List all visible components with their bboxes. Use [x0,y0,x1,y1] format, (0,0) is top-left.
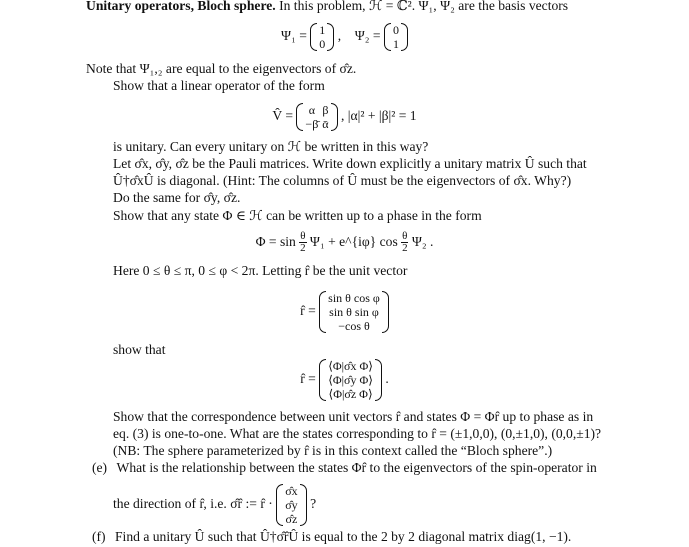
operator-equation [0,98,689,134]
pauli-line-2: Û†σ̂xÛ is diagonal. (Hint: The columns of Û must be the eigenvectors of σ̂x. Why?) [113,173,572,188]
psi2-vector: 0 1 [384,23,408,51]
problem-heading [86,0,568,14]
state-equation: Φ = sin $\frac{\theta}{2}$ Ψ₁ + e^{iφ} cos $\frac{\theta}{2}$ Ψ₂ . [255,230,434,255]
problem-title: Unitary operators, Bloch sphere. [86,0,276,13]
r-expectation-equation: r̂ = ⟨Φ|σ̂x Φ⟩ ⟨Φ|σ̂y Φ⟩ ⟨Φ|σ̂z Φ⟩ . [300,358,389,401]
psi2-label: Ψ₂ = [354,28,381,43]
r-vector-equation: r̂ = sin θ cos φ sin θ sin φ −cos θ [0,283,689,339]
sigma-vector-matrix: σ̂x σ̂y σ̂z [276,484,306,526]
pauli-line-1: Let σ̂x, σ̂y, σ̂z be the Pauli matrices. Write down explicitly a unitary matrix Û such that [113,156,587,171]
spin-operator-equation: the direction of r̂, i.e. σ̂r̂ := r̂ · σ̂x σ̂y σ̂z ? [113,483,317,526]
part-f-text: Find a unitary Û such that Û†σ̂r̂Û is equal to the 2 by 2 diagonal matrix diag(1, −1). [115,529,572,544]
r-vector-matrix: sin θ cos φ sin θ sin φ −cos θ [319,291,389,333]
psi1-vector: 1 0 [310,23,334,51]
psi1-label: Ψ₁ = [281,28,307,43]
operator-matrix: α β −β̄ ᾱ [296,103,337,131]
part-a-prompt: Show that a linear operator of the form [113,78,325,93]
part-e-text: What is the relationship between the states Φr̂ to the eigenvectors of the spin-operator in [116,460,597,475]
part-f-line [92,528,571,545]
correspondence-line-3: (NB: The sphere parameterized by r̂ is in this context called the “Bloch sphere”.) [113,443,553,458]
part-f-label: (f) [92,529,106,544]
basis-separator: , [337,28,342,43]
theta-half-fraction: $\frac{\theta}{2}$ [300,230,306,255]
r-expectation-matrix: ⟨Φ|σ̂x Φ⟩ ⟨Φ|σ̂y Φ⟩ ⟨Φ|σ̂z Φ⟩ [319,359,382,401]
operator-condition: , |α|² + |β|² = 1 [341,108,417,123]
operator-lhs: V̂ = [272,108,294,123]
note-line: Note that Ψ₁,₂ are equal to the eigenvectors of σ̂z. [86,61,357,76]
show-that-label: show that [113,342,166,357]
part-e-label: (e) [92,460,108,475]
correspondence-line-2: eq. (3) is one-to-one. What are the states corresponding to r̂ = (±1,0,0), (0,±1,0), (0,0,±1)? [113,426,602,441]
problem-intro: In this problem, ℋ = ℂ². Ψ₁, Ψ₂ are the basis vectors [279,0,569,13]
part-e-line [92,459,597,476]
theta-half-fraction-2: $\frac{\theta}{2}$ [402,230,408,255]
pauli-line-3: Do the same for σ̂y, σ̂z. [113,190,241,205]
state-prompt: Show that any state Φ ∈ ℋ can be written up to a phase in the form [113,208,482,223]
basis-equation [0,18,689,54]
correspondence-line-1: Show that the correspondence between unit vectors r̂ and states Φ = Φr̂ up to phase as in [113,409,594,424]
range-line: Here 0 ≤ θ ≤ π, 0 ≤ φ < 2π. Letting r̂ be the unit vector [113,263,408,278]
unitary-question: is unitary. Can every unitary on ℋ be written in this way? [113,139,429,154]
